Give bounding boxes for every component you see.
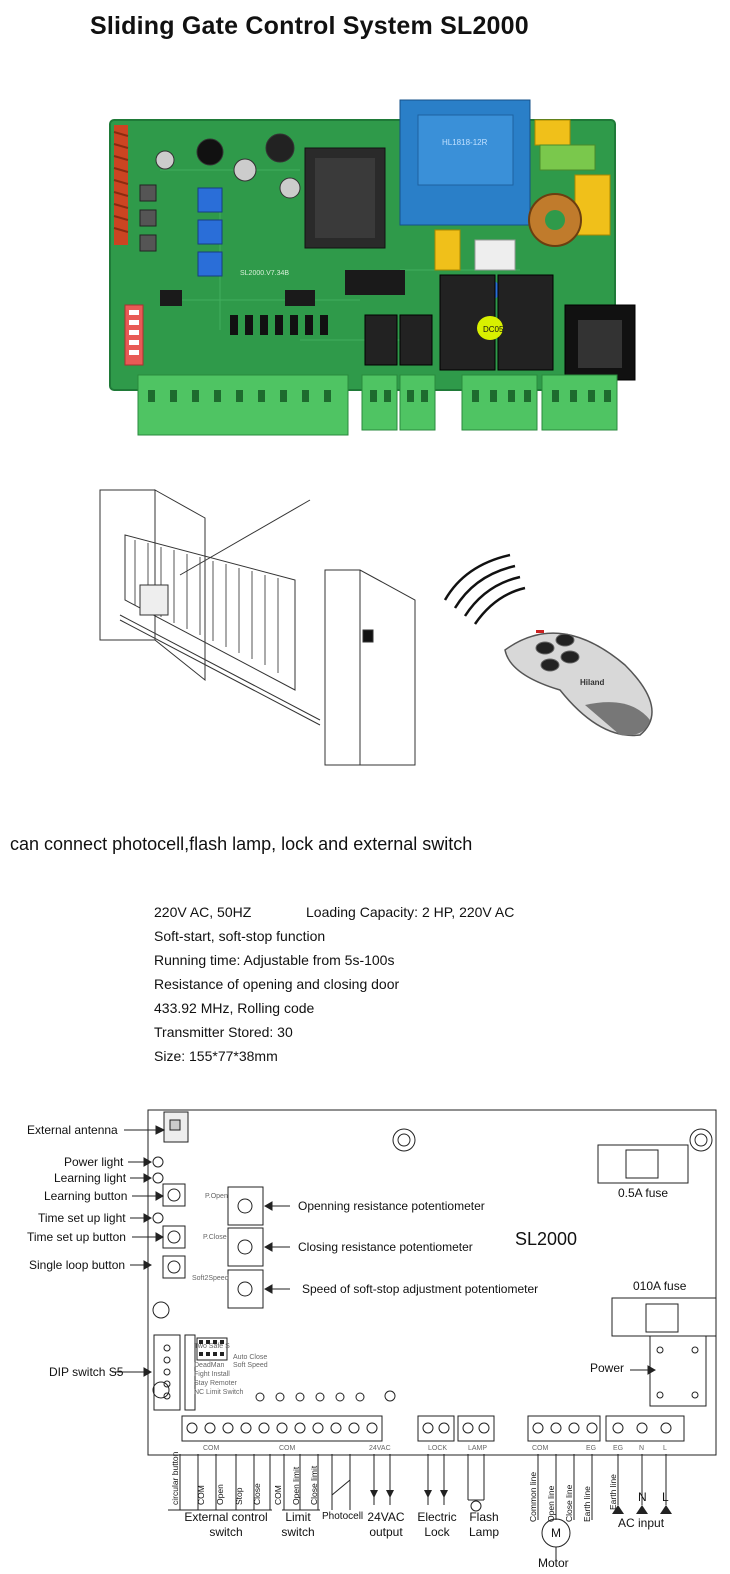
wire-earth-line: Earth line bbox=[582, 1486, 592, 1522]
wire-open-line: Open line bbox=[546, 1485, 556, 1522]
terminal-main bbox=[182, 1416, 382, 1441]
group-external: External control switch bbox=[184, 1510, 268, 1539]
page-title: Sliding Gate Control System SL2000 bbox=[90, 12, 529, 40]
term-l: L bbox=[663, 1445, 667, 1452]
pot-open-small: P.Open bbox=[205, 1193, 228, 1200]
group-flash: Flash Lamp bbox=[468, 1510, 500, 1539]
wall-right bbox=[325, 570, 415, 765]
spec-stored: Transmitter Stored: 30 bbox=[154, 1024, 293, 1040]
pot-speed-small: Soft2Speed bbox=[192, 1275, 229, 1282]
dip-side: Auto Close Soft Speed bbox=[233, 1354, 268, 1369]
group-ac: AC input bbox=[618, 1516, 665, 1530]
mount-hole bbox=[393, 1129, 415, 1151]
pot-close bbox=[228, 1228, 263, 1266]
gate-illustration bbox=[60, 480, 680, 780]
pcb-component-label: DC05 bbox=[483, 325, 504, 334]
antenna-coil bbox=[114, 125, 128, 245]
spec-running: Running time: Adjustable from 5s-100s bbox=[154, 952, 395, 968]
label-time-button: Time set up button bbox=[27, 1230, 126, 1244]
wire-com2: COM bbox=[273, 1485, 283, 1505]
group-lock: Electric Lock bbox=[417, 1510, 457, 1539]
signal-waves bbox=[445, 555, 525, 624]
term-n: N bbox=[639, 1445, 645, 1452]
label-learning-button: Learning button bbox=[44, 1189, 128, 1203]
group-motor: Motor bbox=[538, 1556, 569, 1570]
term-com: COM bbox=[203, 1445, 220, 1452]
pcb-marking: SL2000.V7.34B bbox=[240, 270, 290, 277]
spec-resistance: Resistance of opening and closing door bbox=[154, 976, 400, 992]
label-pot-open: Openning resistance potentiometer bbox=[298, 1199, 485, 1213]
label-external-antenna: External antenna bbox=[27, 1123, 118, 1137]
fuse-small bbox=[598, 1145, 688, 1183]
wire-l: L bbox=[662, 1490, 669, 1504]
label-time-light: Time set up light bbox=[38, 1211, 126, 1225]
label-power: Power bbox=[590, 1361, 625, 1375]
term-com2: COM bbox=[279, 1445, 296, 1452]
label-single-loop: Single loop button bbox=[29, 1258, 126, 1272]
wire-close-limit: Close limit bbox=[309, 1465, 319, 1505]
pot-open bbox=[228, 1187, 263, 1225]
term-lamp: LAMP bbox=[468, 1445, 488, 1452]
spec-frequency: 433.92 MHz, Rolling code bbox=[154, 1000, 315, 1016]
wire-com: COM bbox=[196, 1485, 206, 1505]
terminal-motor bbox=[528, 1416, 600, 1441]
group-limit: Limit switch bbox=[281, 1510, 315, 1539]
remote-brand: Hiland bbox=[580, 678, 605, 687]
term-com3: COM bbox=[532, 1445, 549, 1452]
label-power-light: Power light bbox=[64, 1155, 124, 1169]
board-model: SL2000 bbox=[515, 1229, 578, 1249]
pot-close-small: P.Close bbox=[203, 1234, 227, 1241]
terminal-blocks bbox=[138, 375, 617, 435]
wire-earth-line2: Earth line bbox=[608, 1474, 618, 1510]
wire-open: Open bbox=[215, 1484, 225, 1505]
transformer-text: HL1818-12R bbox=[442, 138, 488, 147]
pcb-photo bbox=[100, 70, 640, 450]
wall-left bbox=[100, 490, 155, 640]
label-fuse-small: 0.5A fuse bbox=[618, 1186, 669, 1200]
label-dip-switch: DIP switch S5 bbox=[49, 1365, 124, 1379]
wire-circular: circular button bbox=[170, 1451, 180, 1505]
group-24vac: 24VAC output bbox=[367, 1510, 405, 1539]
terminal-ac bbox=[606, 1416, 684, 1441]
dip-notes: Two Safe S DeadMan Fight Install Stay Remoter NC Limit Switch bbox=[194, 1343, 244, 1396]
pot-speed bbox=[228, 1270, 263, 1308]
power-light-led bbox=[153, 1157, 163, 1167]
group-photocell: Photocell bbox=[322, 1511, 364, 1522]
motor-m: M bbox=[551, 1526, 561, 1540]
time-button-box bbox=[163, 1226, 185, 1248]
wire-common-line: Common line bbox=[528, 1471, 538, 1522]
subtitle: can connect photocell,flash lamp, lock and external switch bbox=[10, 834, 473, 854]
wire-open-limit: Open limit bbox=[291, 1466, 301, 1505]
remote-control bbox=[505, 630, 652, 735]
wire-stop: Stop bbox=[234, 1487, 244, 1505]
term-eg2: EG bbox=[613, 1445, 624, 1452]
label-pot-close: Closing resistance potentiometer bbox=[298, 1240, 473, 1254]
learning-light-led bbox=[153, 1173, 163, 1183]
wire-close: Close bbox=[252, 1483, 262, 1505]
label-fuse-big: 010A fuse bbox=[633, 1279, 687, 1293]
gate-motor bbox=[140, 585, 168, 615]
loop-button-box bbox=[163, 1256, 185, 1278]
spec-loading: Loading Capacity: 2 HP, 220V AC bbox=[306, 904, 515, 920]
learning-button-box bbox=[163, 1184, 185, 1206]
label-pot-speed: Speed of soft-stop adjustment potentiometer bbox=[302, 1282, 539, 1296]
spec-softstart: Soft-start, soft-stop function bbox=[154, 928, 326, 944]
wire-close-line: Close line bbox=[564, 1484, 574, 1522]
term-lock: LOCK bbox=[428, 1445, 448, 1452]
term-24vac: 24VAC bbox=[369, 1445, 391, 1452]
spec-size: Size: 155*77*38mm bbox=[154, 1048, 278, 1064]
spec-power: 220V AC, 50HZ bbox=[154, 904, 252, 920]
wire-n: N bbox=[638, 1490, 647, 1504]
label-learning-light: Learning light bbox=[54, 1171, 127, 1185]
term-eg: EG bbox=[586, 1445, 597, 1452]
time-light-led bbox=[153, 1213, 163, 1223]
